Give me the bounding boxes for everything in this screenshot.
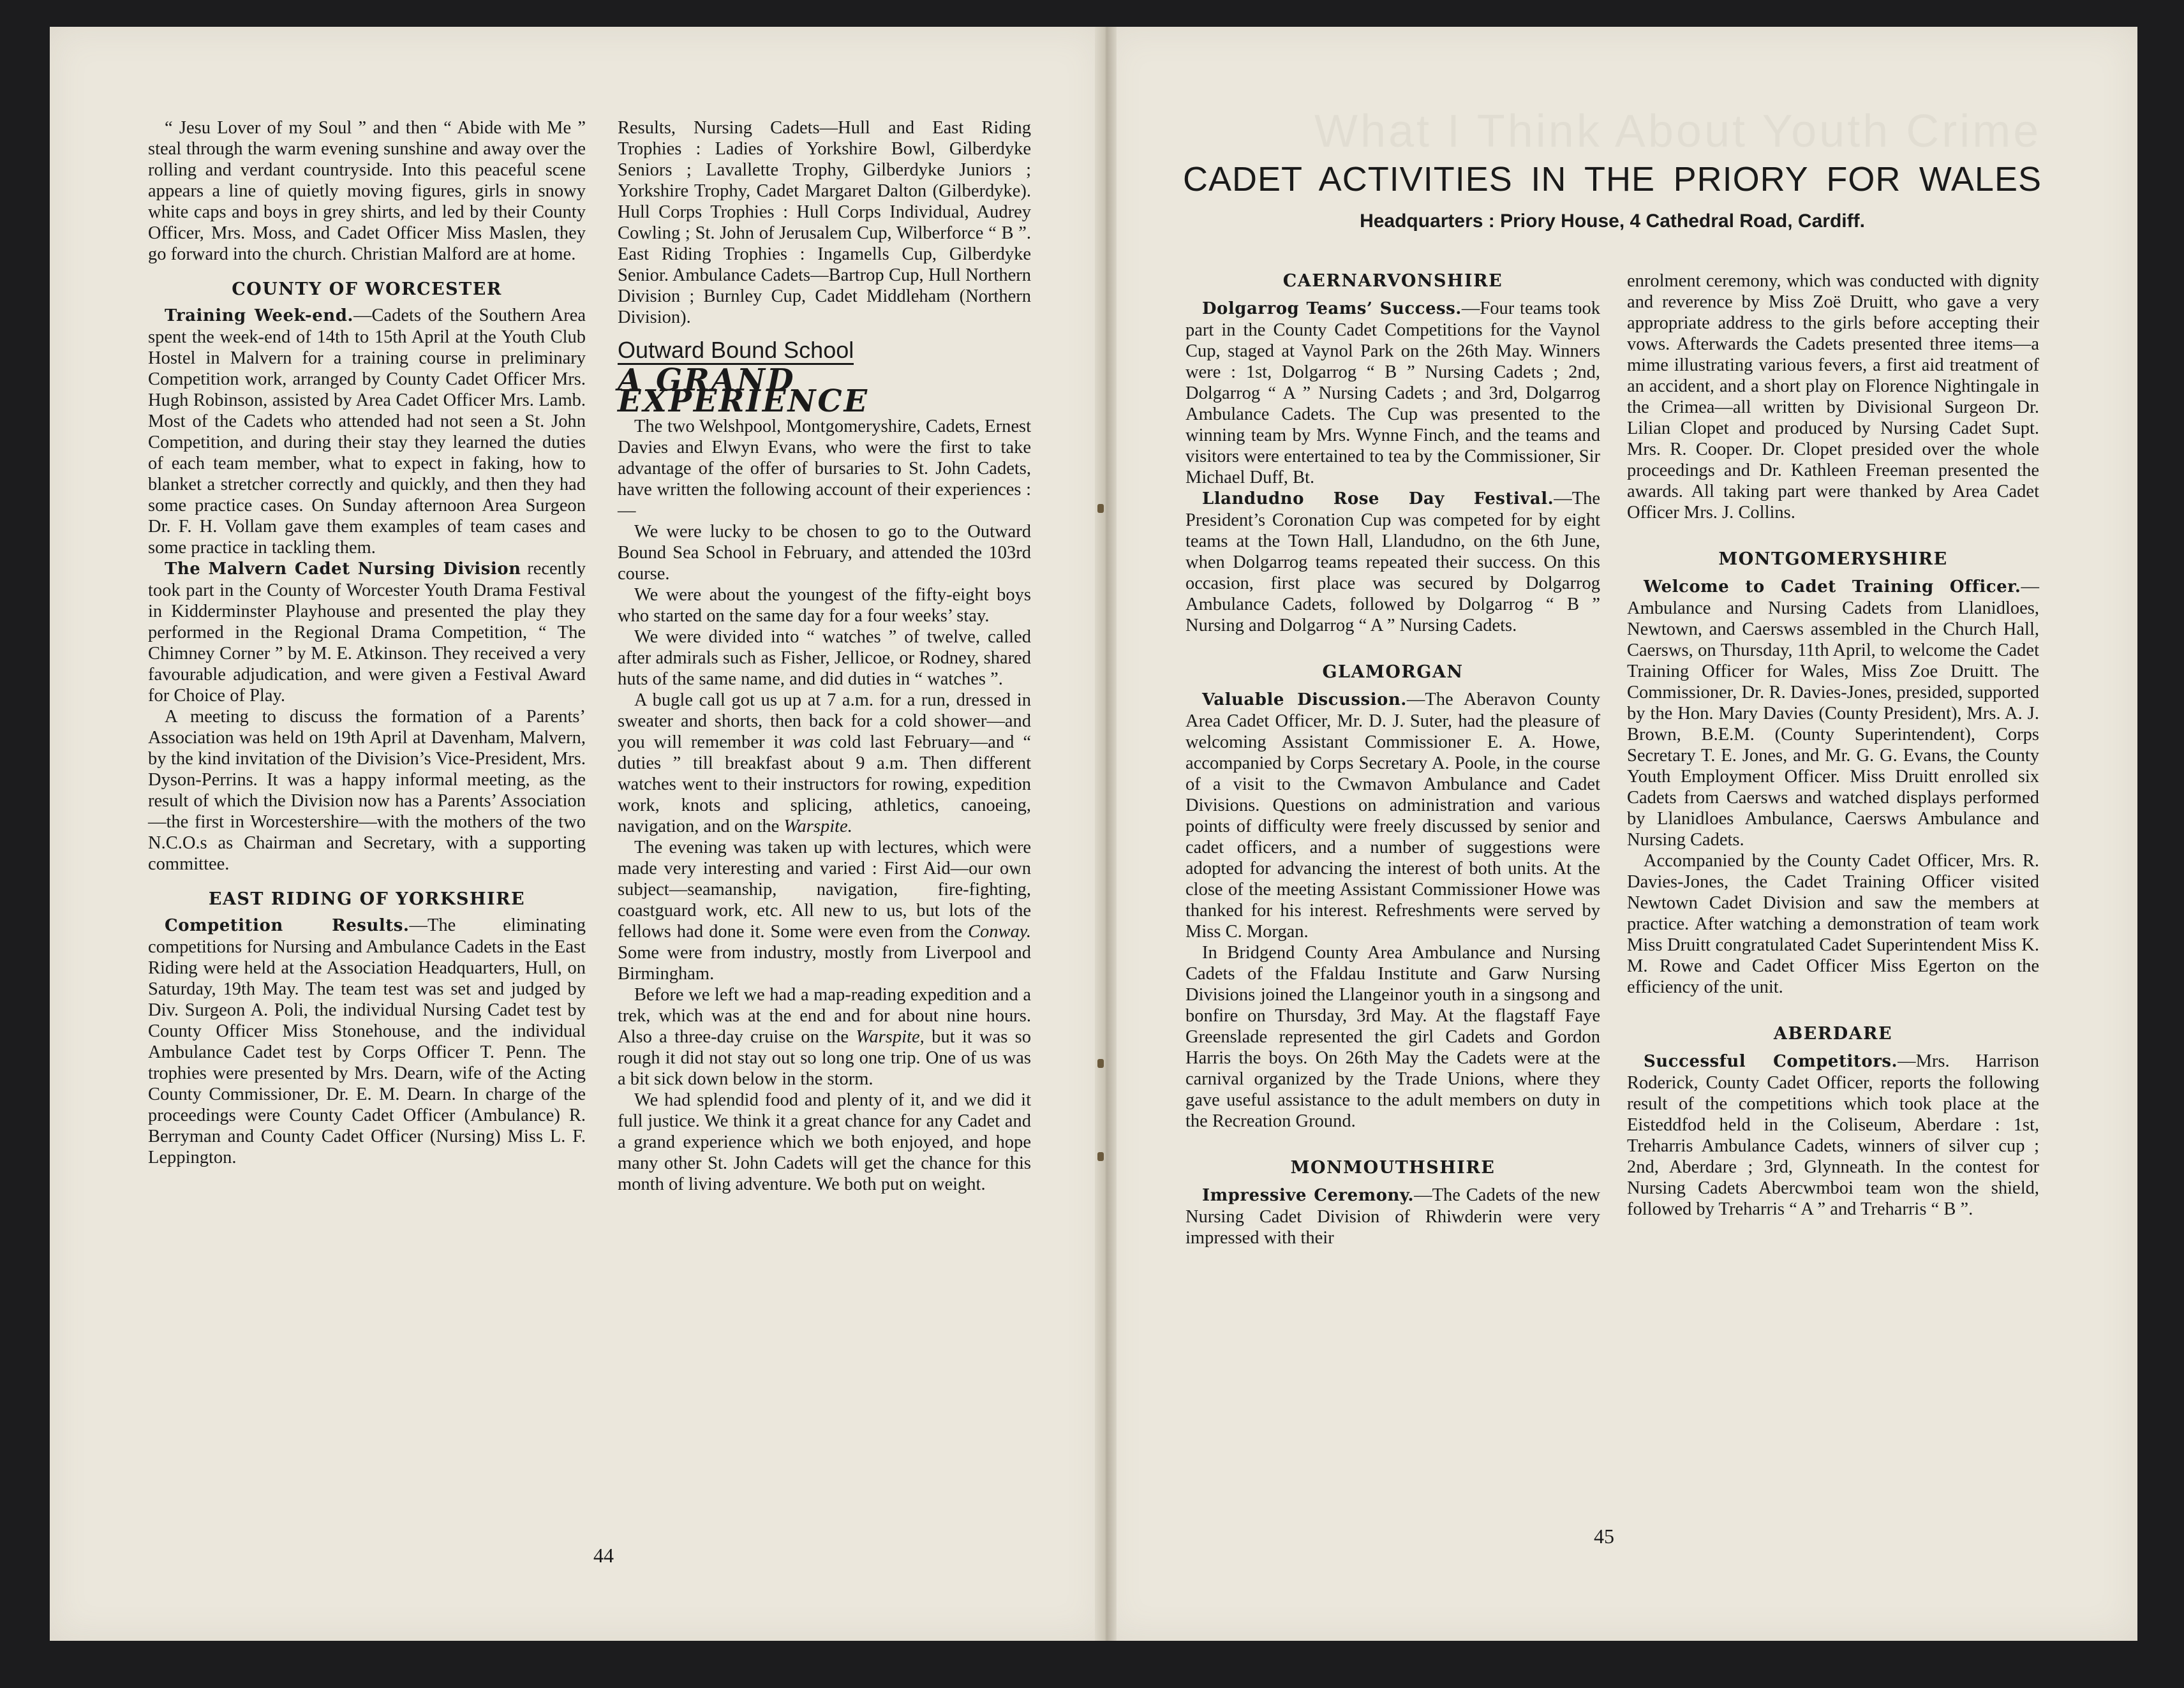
page-number-right: 45 xyxy=(1594,1525,1614,1548)
article-paragraph: Before we left we had a map-reading expedition and a trek, which was at the end and for about nine hours. Also a three-day cruise on the Warspite, but it was so rough it did not stay out so long one trip. One of us was a bit sick down below in the storm. xyxy=(618,985,1031,1089)
run-in-heading: The Malvern Cadet Nursing Division xyxy=(165,559,521,579)
headquarters-line: Headquarters : Priory House, 4 Cathedral Road, Cardiff. xyxy=(1360,211,1865,232)
run-in-heading: Llandudno Rose Day Festival. xyxy=(1202,489,1554,508)
left-page-column-2 xyxy=(618,117,1031,1195)
left-page-column-1 xyxy=(148,117,586,1168)
article-paragraph: We had splendid food and plenty of it, and we did it full justice. We think it a great chance for any Cadet and a grand experience which we both enjoyed, and hope many other St. John Cadets will get the chance for this month of living adventure. We both put on weight. xyxy=(618,1090,1031,1194)
run-in-heading: Impressive Ceremony. xyxy=(1202,1186,1415,1205)
binding-stitch xyxy=(1097,1059,1104,1068)
page-title: CADET ACTIVITIES IN THE PRIORY FOR WALES xyxy=(1183,160,2042,198)
right-page-column-1 xyxy=(1185,270,1600,1248)
article-paragraph: We were divided into “ watches ” of twelve, called after admirals such as Fisher, Jellicoe, or Rodney, shared huts of the same name, and did duties in “ watches ”. xyxy=(618,627,1031,689)
run-in-heading: Dolgarrog Teams’ Success. xyxy=(1202,299,1462,318)
article-paragraph: Welcome to Cadet Training Officer.—Ambulance and Nursing Cadets from Llanidloes, Newtown, and Caersws assembled in the Church Hall, Caersws, on Thursday, 11th April, to welcome the Cadet Training Officer for Wales, Miss Zoe Druitt. The Commissioner, Dr. R. Davies-Jones, presided, supported by the Hon. Mary Davies (County President), Mrs. A. J. Brown, B.E.M. (County Superintendent), Corps Secretary T. E. Jones, and Mr. G. G. Evans, the County Youth Employment Officer. Miss Druitt enrolled six Cadets from Caersws and watched displays performed by Llanidloes Ambulance, Caersws Ambulance and Nursing Cadets. xyxy=(1627,577,2039,850)
intro-paragraph: “ Jesu Lover of my Soul ” and then “ Abide with Me ” steal through the warm evening sunshine and away over the rolling and verdant countryside. Into this peaceful scene appears a line of quietly moving figures, girls in snowy white caps and boys in grey shirts, and led by their County Officer, Mrs. Moss, and Cadet Officer Miss Maslen, they go forward into the church. Christian Malford are at home. xyxy=(148,118,586,264)
article-paragraph: Competition Results.—The eliminating competitions for Nursing and Ambulance Cadets in the East Riding were held at the Association Headquarters, Hull, on Saturday, 19th May. The team test was set and judged by Div. Surgeon A. Poli, the individual Nursing Cadet test by County Officer Miss Stonehouse, and the individual Ambulance Cadet test by Corps Officer T. Penn. The trophies were presented by Mrs. Dearn, wife of the Acting County Commissioner, Dr. E. M. Dearn. In charge of the proceedings were County Cadet Officer (Ambulance) R. Berryman and County Cadet Officer (Nursing) Miss L. F. Leppington. xyxy=(148,915,586,1167)
feature-title: A GRAND EXPERIENCE xyxy=(618,362,870,419)
run-in-heading: Valuable Discussion. xyxy=(1202,690,1407,709)
run-in-heading: Training Week-end. xyxy=(165,306,353,325)
article-paragraph: Dolgarrog Teams’ Success.—Four teams took part in the County Cadet Competitions for the Vaynol Cup, staged at Vaynol Park on the 26th May. Winners were : 1st, Dolgarrog “ B ” Nursing Cadets ; 2nd, Dolgarrog “ A ” Nursing Cadets ; and 3rd, Dolgarrog Ambulance Cadets. The Cup was presented to the winning team by Mrs. Wynne Finch, and the teams and visitors were entertained to tea by the Commissioner, Sir Michael Duff, Bt. xyxy=(1185,299,1600,487)
outward-heading-wrap xyxy=(618,339,1031,365)
section-heading-east-riding: EAST RIDING OF YORKSHIRE xyxy=(208,889,526,909)
book-gutter xyxy=(1095,27,1117,1641)
article-paragraph: The two Welshpool, Montgomeryshire, Cadets, Ernest Davies and Elwyn Evans, who were the first to take advantage of the offer of bursaries to St. John Cadets, have written the following account of their experiences :— xyxy=(618,417,1031,521)
article-paragraph: The evening was taken up with lectures, which were made very interesting and varied : First Aid—our own subject—seamanship, navigation, fire-fighting, coastguard work, etc. All new to us, but lots of the fellows had done it. Some were even from the Conway. Some were from industry, mostly from Liverpool and Birmingham. xyxy=(618,838,1031,984)
page-number-left: 44 xyxy=(593,1544,614,1567)
run-in-heading: Competition Results. xyxy=(165,916,410,935)
section-heading-montgomeryshire: MONTGOMERYSHIRE xyxy=(1718,549,1948,569)
run-in-heading: Welcome to Cadet Training Officer. xyxy=(1644,577,2021,596)
article-paragraph: The Malvern Cadet Nursing Division recently took part in the County of Worcester Youth Drama Festival in Kidderminster Playhouse and presented the play they performed in the Regional Drama Competition, “ The Chimney Corner ” by M. E. Atkinson. They received a very favourable adjudication, and were given a Festival Award for Choice of Play. xyxy=(148,559,586,706)
article-paragraph: Impressive Ceremony.—The Cadets of the new Nursing Cadet Division of Rhiwderin were very impressed with their xyxy=(1185,1185,1601,1248)
article-paragraph: Successful Competitors.—Mrs. Harrison Roderick, County Cadet Officer, reports the following result of the competitions which took place at the Eisteddfod held in the Coliseum, Aberdare : 1st, Treharris Ambulance Cadets, winners of silver cup ; 2nd, Aberdare ; 3rd, Glynneath. In the contest for Nursing Cadets Abercwmboi team won the shield, followed by Treharris “ A ” and Treharris “ B ”. xyxy=(1627,1051,2039,1219)
article-paragraph: enrolment ceremony, which was conducted with dignity and reverence by Miss Zoë Druitt, who gave a very appropriate address to the girls before accepting their vows. Afterwards the Cadets presented three items—a mime illustrating various fevers, a first aid treatment of an accident, and a short play on Florence Nightingale in the Crimea—all written by Divisional Surgeon Dr. Lilian Clopet and produced by Nursing Cadet Supt. Mrs. R. Cooper. Dr. Clopet presided over the whole proceedings and Dr. Kathleen Freeman presented the awards. All taking part were thanked by Area Cadet Officer Mrs. J. Collins. xyxy=(1627,271,2039,522)
run-in-heading: Successful Competitors. xyxy=(1644,1052,1898,1071)
show-through-text xyxy=(1314,105,2086,158)
article-paragraph: A meeting to discuss the formation of a Parents’ Association was held on 19th April at Davenham, Malvern, by the kind invitation of the Division’s Vice-President, Mrs. Dyson-Perrins. It was a happy informal meeting, as the result of which the Division now has a Parents’ Association—the first in Worcestershire—with the mothers of the two N.C.O.s as Chairman and Secretary, with a supporting committee. xyxy=(148,707,586,874)
right-page-column-2 xyxy=(1627,270,2039,1220)
section-heading-aberdare: ABERDARE xyxy=(1773,1024,1893,1044)
article-paragraph: Accompanied by the County Cadet Officer, Mrs. R. Davies-Jones, the Cadet Training Officer visited Newtown Cadet Division and saw the members at practice. After watching a demonstration of team work Miss Druitt congratulated Cadet Superintendent Miss K. M. Rowe and Cadet Officer Miss Egerton on the efficiency of the unit. xyxy=(1627,851,2039,997)
article-paragraph: Valuable Discussion.—The Aberavon County Area Cadet Officer, Mr. D. J. Suter, had the pleasure of welcoming Assistant Commissioner E. A. Howe, accompanied by Corps Secretary A. Poole, in the course of a visit to the Cwmavon Ambulance and Cadet Divisions. Questions on administration and various points of difficulty were freely discussed by senior and cadet officers, and a number of suggestions were adopted for advancing the interest of both units. At the close of the meeting Assistant Commissioner Howe was thanked for his interest. Refreshments were served by Miss C. Morgan. xyxy=(1185,690,1600,942)
binding-stitch xyxy=(1097,504,1104,513)
section-heading-outward-bound: Outward Bound School xyxy=(618,339,854,365)
section-heading-glamorgan: GLAMORGAN xyxy=(1322,662,1464,682)
article-paragraph: A bugle call got us up at 7 a.m. for a run, dressed in sweater and shorts, then back for a cold shower—and you will remember it was cold last February—and “ duties ” till breakfast about 9 a.m. Then different watches went to their instructors for rowing, expedition work, knots and splicing, athletics, canoeing, navigation, and on the Warspite. xyxy=(618,690,1031,836)
article-paragraph: We were about the youngest of the fifty-eight boys who started on the same day for a four weeks’ stay. xyxy=(618,585,1031,626)
section-heading-worcester: COUNTY OF WORCESTER xyxy=(232,279,502,299)
article-paragraph: We were lucky to be chosen to go to the Outward Bound Sea School in February, and attended the 103rd course. xyxy=(618,522,1031,584)
article-paragraph: Results, Nursing Cadets—Hull and East Riding Trophies : Ladies of Yorkshire Bowl, Gilberdyke Seniors ; Lavallette Trophy, Gilberdyke Juniors ; Yorkshire Trophy, Cadet Margaret Dalton (Gilberdyke). Hull Corps Trophies : Hull Corps Individual, Audrey Cowling ; St. John of Jerusalem Cup, Wilberforce “ B ”. East Riding Trophies : Ingamells Cup, Gilberdyke Senior. Ambulance Cadets—Bartrop Cup, Hull Northern Division ; Burnley Cup, Cadet Middleham (Northern Division). xyxy=(618,118,1031,327)
section-heading-monmouthshire: MONMOUTHSHIRE xyxy=(1290,1158,1496,1178)
article-paragraph: Training Week-end.—Cadets of the Southern Area spent the week-end of 14th to 15th April at the Youth Club Hostel in Malvern for a training course in preliminary Competition work, arranged by County Cadet Officer Mrs. Hugh Robinson, assisted by Area Cadet Officer Mrs. Lamb. Most of the Cadets who attended had not seen a St. John Competition, and during their stay they learned the duties of each team member, what to expect in faking, how to blanket a stretcher correctly and quickly, and then they had some practice cases. On Sunday afternoon Area Surgeon Dr. F. H. Vollam gave them examples of team cases and some practice in tackling them. xyxy=(148,306,586,558)
article-paragraph: Llandudno Rose Day Festival.—The President’s Coronation Cup was competed for by eight teams at the Town Hall, Llandudno, on the 6th June, when Dolgarrog teams repeated their success. On this occasion, first place was secured by Dolgarrog Ambulance Cadets, followed by Dolgarrog “ B ” Nursing and Dolgarrog “ A ” Nursing Cadets. xyxy=(1185,489,1600,635)
binding-stitch xyxy=(1097,1152,1104,1161)
section-heading-caernarvonshire: CAERNARVONSHIRE xyxy=(1282,271,1503,291)
article-paragraph: In Bridgend County Area Ambulance and Nursing Cadets of the Ffaldau Institute and Garw Nursing Divisions joined the Llangeinor youth in a singsong and bonfire on Thursday, 3rd May. At the flagstaff Faye Greenslade represented the girl Cadets and Gordon Harris the boys. On 26th May the Cadets were at the carnival organized by the Trade Unions, where they gave useful assistance to the adult members on duty in the Recreation Ground. xyxy=(1185,943,1600,1131)
